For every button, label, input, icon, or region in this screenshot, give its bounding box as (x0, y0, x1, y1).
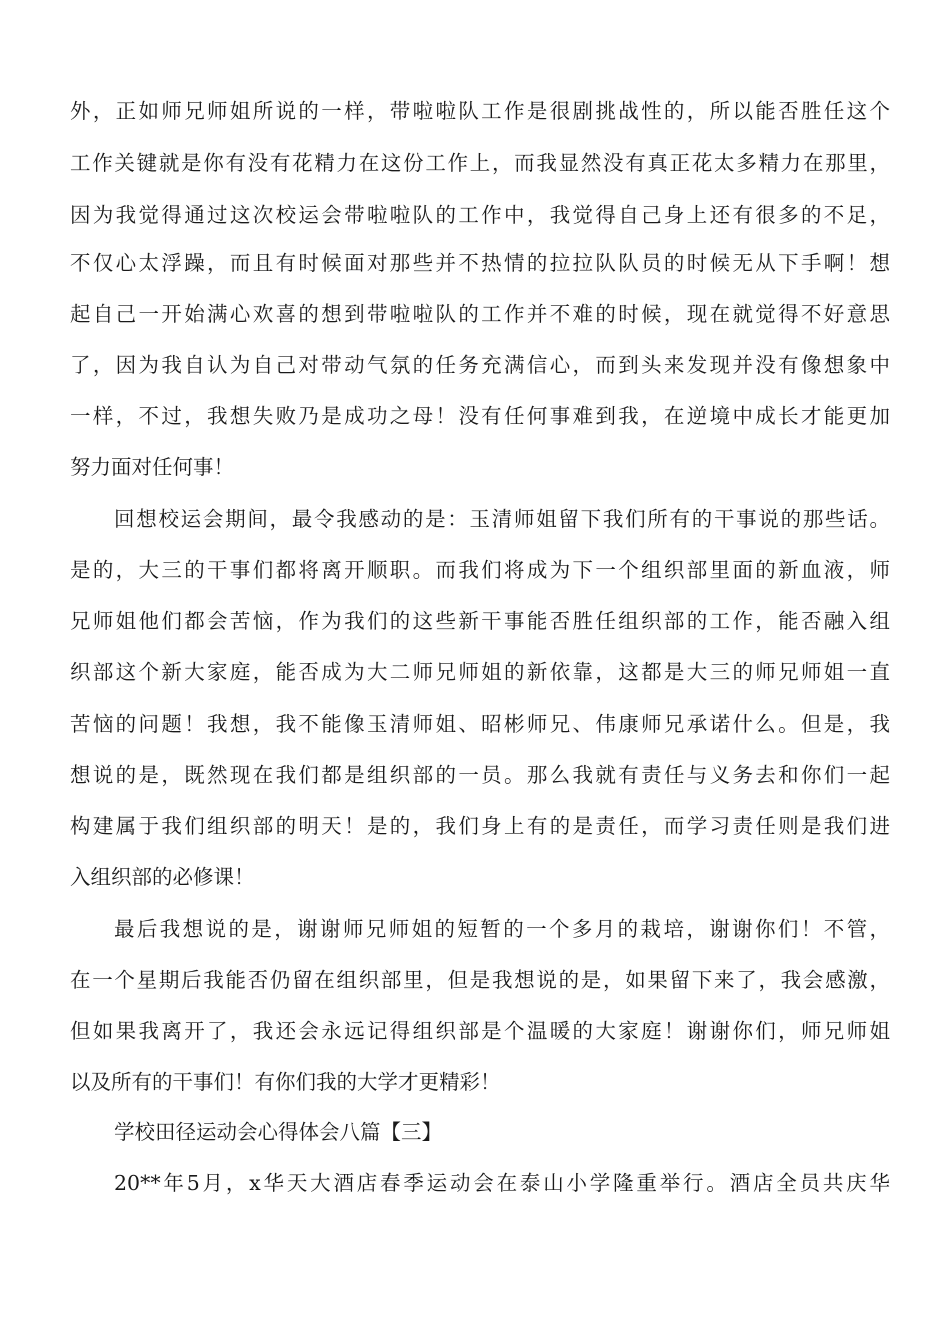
text-line: 兄师姐他们都会苦恼，作为我们的这些新干事能否胜任组织部的工作，能否融入组 (70, 609, 890, 633)
text-line: 了，因为我自认为自己对带动气氛的任务充满信心，而到头来发现并没有像想象中 (70, 353, 890, 377)
text-line: 构建属于我们组织部的明天！是的，我们身上有的是责任，而学习责任则是我们进 (70, 814, 890, 838)
paragraph-start-line: 最后我想说的是，谢谢师兄师姐的短暂的一个多月的栽培，谢谢你们！不管， (114, 917, 890, 941)
text-line: 外，正如师兄师姐所说的一样，带啦啦队工作是很剧挑战性的，所以能否胜任这个 (70, 99, 890, 123)
text-line: 但如果我离开了，我还会永远记得组织部是个温暖的大家庭！谢谢你们，师兄师姐 (70, 1019, 890, 1043)
paragraph-start-line: 20**年5月，x华天大酒店春季运动会在泰山小学隆重举行。酒店全员共庆华 (114, 1171, 890, 1195)
text-line: 苦恼的问题！我想，我不能像玉清师姐、昭彬师兄、伟康师兄承诺什么。但是，我 (70, 712, 890, 736)
paragraph-start-line: 回想校运会期间，最令我感动的是：玉清师姐留下我们所有的干事说的那些话。 (114, 507, 890, 531)
text-line: 一样，不过，我想失败乃是成功之母！没有任何事难到我，在逆境中成长才能更加 (70, 404, 890, 428)
text-line: 努力面对任何事！ (70, 455, 234, 479)
text-line: 入组织部的必修课！ (70, 865, 255, 889)
section-heading: 学校田径运动会心得体会八篇【三】 (114, 1120, 442, 1144)
text-line: 在一个星期后我能否仍留在组织部里，但是我想说的是，如果留下来了，我会感激， (70, 968, 890, 992)
text-line: 以及所有的干事们！有你们我的大学才更精彩！ (70, 1070, 501, 1094)
text-line: 因为我觉得通过这次校运会带啦啦队的工作中，我觉得自己身上还有很多的不足， (70, 203, 890, 227)
text-line: 不仅心太浮躁，而且有时候面对那些并不热情的拉拉队队员的时候无从下手啊！想 (70, 251, 890, 275)
text-line: 起自己一开始满心欢喜的想到带啦啦队的工作并不难的时候，现在就觉得不好意思 (70, 302, 890, 326)
text-line: 工作关键就是你有没有花精力在这份工作上，而我显然没有真正花太多精力在那里， (70, 151, 890, 175)
text-line: 织部这个新大家庭，能否成为大二师兄师姐的新依靠，这都是大三的师兄师姐一直 (70, 660, 890, 684)
text-line: 想说的是，既然现在我们都是组织部的一员。那么我就有责任与义务去和你们一起 (70, 763, 890, 787)
text-line: 是的，大三的干事们都将离开顺职。而我们将成为下一个组织部里面的新血液，师 (70, 558, 890, 582)
